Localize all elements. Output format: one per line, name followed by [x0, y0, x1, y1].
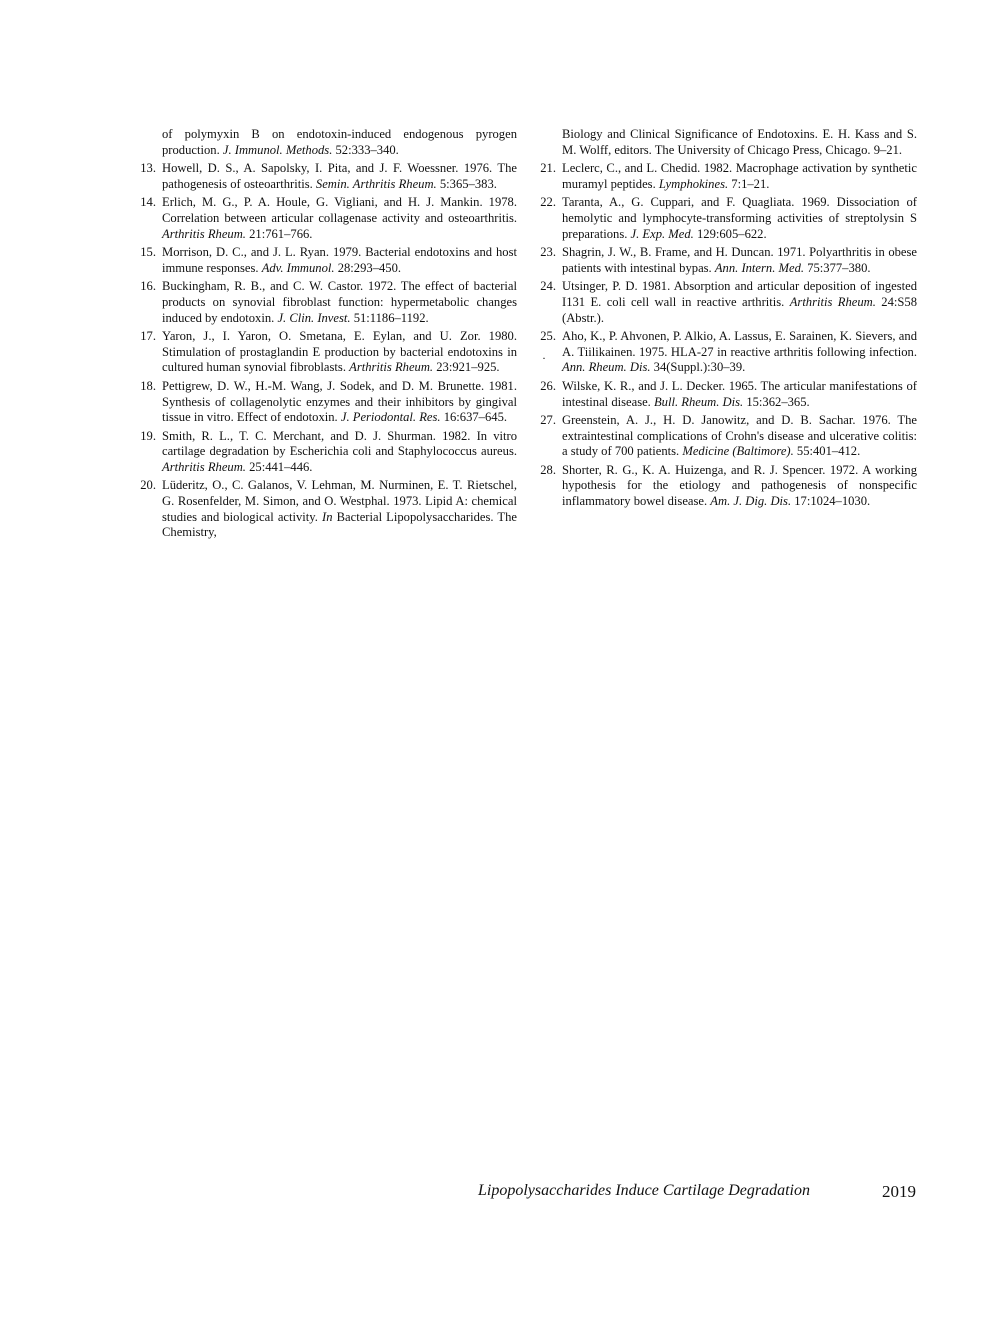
reference-21: 21. Leclerc, C., and L. Chedid. 1982. Macrophage activation by synthetic muramyl peptides. Lymphokines. 7:1–21. [540, 161, 917, 191]
reference-28: 28. Shorter, R. G., K. A. Huizenga, and R. J. Spencer. 1972. A working hypothesis for the etiology and pathogenesis of nonspecific inflammatory bowel disease. Am. J. Dig. Dis. 17:1024–1030. [540, 462, 917, 509]
page-footer [478, 1182, 916, 1201]
reference-18: 18. Pettigrew, D. W., H.-M. Wang, J. Sodek, and D. M. Brunette. 1981. Synthesis of collagenolytic enzymes and their inhibitors by gingival tissue in vitro. Effect of endotoxin. J. Periodontal. Res. 16:637–645. [140, 378, 517, 425]
page-number: 2019 [882, 1182, 916, 1201]
reference-column-right [540, 127, 917, 513]
reference-23: 23. Shagrin, J. W., B. Frame, and H. Duncan. 1971. Polyarthritis in obese patients with intestinal bypas. Ann. Intern. Med. 75:377–380. [540, 245, 917, 275]
reference-25: 25. · Aho, K., P. Ahvonen, P. Alkio, A. Lassus, E. Sarainen, K. Sievers, and A. Tiilikainen. 1975. HLA-27 in reactive arthritis following infection. Ann. Rheum. Dis. 34(Suppl.):30–39. [540, 329, 917, 375]
reference-19: 19. Smith, R. L., T. C. Merchant, and D. J. Shurman. 1982. In vitro cartilage degradation by Escherichia coli and Staphylococcus aureus. Arthritis Rheum. 25:441–446. [140, 428, 517, 474]
reference-continuation: Biology and Clinical Significance of Endotoxins. E. H. Kass and S. M. Wolff, editors. The University of Chicago Press, Chicago. 9–21. [562, 127, 917, 157]
reference-20: 20. Lüderitz, O., C. Galanos, V. Lehman, M. Nurminen, E. T. Rietschel, G. Rosenfelder, M. Simon, and O. Westphal. 1973. Lipid A: chemical studies and biological activity. In Bacterial Lipopolysaccharides. The Chemistry, [140, 478, 517, 540]
reference-column-left [140, 127, 517, 544]
reference-continuation: of polymyxin B on endotoxin-induced endogenous pyrogen production. J. Immunol. Methods. 52:333–340. [162, 127, 517, 157]
reference-24: 24. Utsinger, P. D. 1981. Absorption and articular deposition of ingested I131 E. coli cell wall in reactive arthritis. Arthritis Rheum. 24:S58 (Abstr.). [540, 279, 917, 325]
reference-15: 15. Morrison, D. C., and J. L. Ryan. 1979. Bacterial endotoxins and host immune responses. Adv. Immunol. 28:293–450. [140, 245, 517, 275]
reference-17: 17. Yaron, J., I. Yaron, O. Smetana, E. Eylan, and U. Zor. 1980. Stimulation of prostaglandin E production by bacterial endotoxins in cultured human synovial fibroblasts. Arthritis Rheum. 23:921–925. [140, 329, 517, 375]
reference-22: 22. Taranta, A., G. Cuppari, and F. Quagliata. 1969. Dissociation of hemolytic and lymphocyte-transforming activities of streptolysin S preparations. J. Exp. Med. 129:605–622. [540, 195, 917, 241]
reference-27: 27. Greenstein, A. J., H. D. Janowitz, and D. B. Sachar. 1976. The extraintestinal complications of Crohn's disease and ulcerative colitis: a study of 700 patients. Medicine (Baltimore). 55:401–412. [540, 413, 917, 459]
reference-16: 16. Buckingham, R. B., and C. W. Castor. 1972. The effect of bacterial products on synovial fibroblast function: hypermetabolic changes induced by endotoxin. J. Clin. Invest. 51:1186–1192. [140, 279, 517, 325]
reference-14: 14. Erlich, M. G., P. A. Houle, G. Vigliani, and H. J. Mankin. 1978. Correlation between articular collagenase activity and osteoarthritis. Arthritis Rheum. 21:761–766. [140, 195, 517, 241]
running-title: Lipopolysaccharides Induce Cartilage Degradation [478, 1182, 810, 1199]
stray-mark: · [542, 351, 546, 366]
reference-26: 26. Wilske, K. R., and J. L. Decker. 1965. The articular manifestations of intestinal disease. Bull. Rheum. Dis. 15:362–365. [540, 378, 917, 409]
reference-13: 13. Howell, D. S., A. Sapolsky, I. Pita, and J. F. Woessner. 1976. The pathogenesis of osteoarthritis. Semin. Arthritis Rheum. 5:365–383. [140, 161, 517, 191]
